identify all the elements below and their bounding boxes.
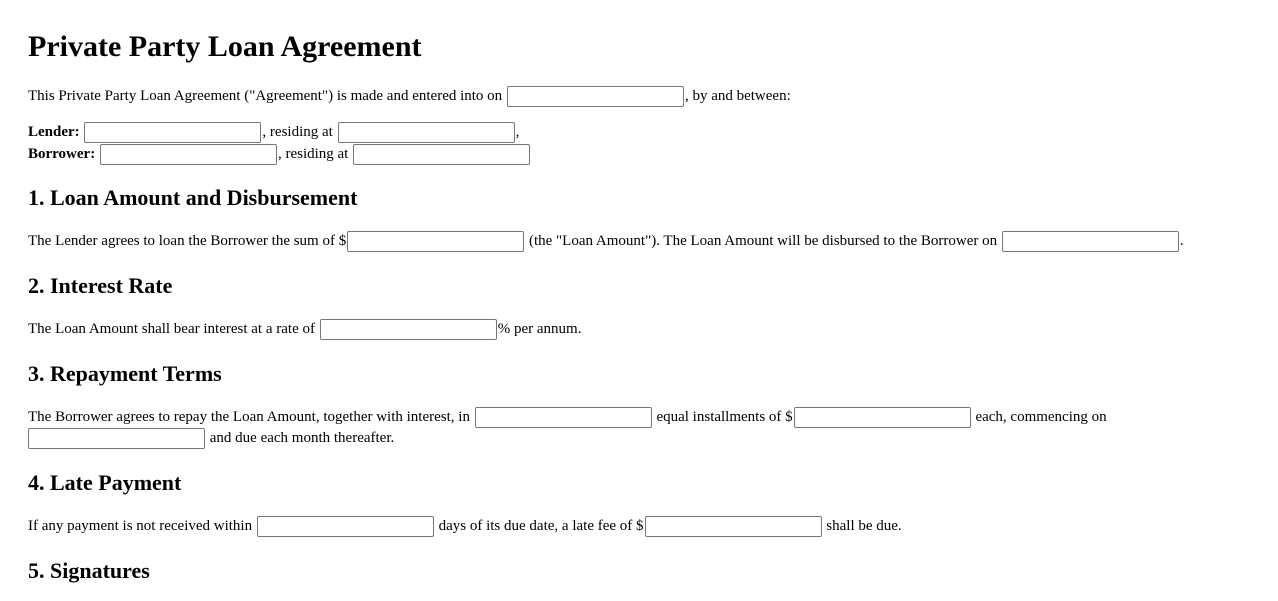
section-4-heading: 4. Late Payment bbox=[28, 470, 182, 495]
section-3-text-c: each, commencing on bbox=[975, 409, 1107, 425]
section-3-text-a: The Borrower agrees to repay the Loan Amount, together with interest, in bbox=[28, 409, 470, 425]
section-4-text-a: If any payment is not received within bbox=[28, 518, 253, 534]
section-2-text-a: The Loan Amount shall bear interest at a rate of bbox=[28, 321, 315, 337]
section-3-paragraph-line-2 bbox=[28, 428, 394, 449]
page-title: Private Party Loan Agreement bbox=[28, 30, 422, 63]
section-1-text-b: (the "Loan Amount"). The Loan Amount will be disbursed to the Borrower on bbox=[528, 233, 998, 249]
section-1-paragraph bbox=[28, 231, 1184, 252]
borrower-line bbox=[28, 144, 531, 165]
late-days-field[interactable] bbox=[257, 516, 434, 537]
intro-text-end: , by and between: bbox=[684, 88, 791, 104]
section-4-text-b: days of its due date, a late fee of $ bbox=[438, 518, 644, 534]
section-3-paragraph-line-1 bbox=[28, 407, 1107, 428]
section-3-heading: 3. Repayment Terms bbox=[28, 361, 222, 386]
section-1-heading: 1. Loan Amount and Disbursement bbox=[28, 185, 358, 210]
lender-comma: , bbox=[515, 124, 520, 140]
late-fee-field[interactable] bbox=[645, 516, 822, 537]
section-2-paragraph bbox=[28, 319, 581, 340]
borrower-label: Borrower: bbox=[28, 146, 96, 162]
section-4-text-c: shall be due. bbox=[826, 518, 902, 534]
lender-name-field[interactable] bbox=[84, 122, 261, 143]
section-4-paragraph bbox=[28, 516, 902, 537]
agreement-date-field[interactable] bbox=[507, 86, 684, 107]
borrower-address-field[interactable] bbox=[353, 144, 530, 165]
section-1-text-c: . bbox=[1179, 233, 1184, 249]
section-3-text-d: and due each month thereafter. bbox=[209, 430, 395, 446]
section-2-text-b: % per annum. bbox=[497, 321, 582, 337]
interest-rate-field[interactable] bbox=[320, 319, 497, 340]
commencement-date-field[interactable] bbox=[28, 428, 205, 449]
disbursement-date-field[interactable] bbox=[1002, 231, 1179, 252]
lender-label: Lender: bbox=[28, 124, 80, 140]
lender-line bbox=[28, 122, 519, 143]
section-3-text-b: equal installments of $ bbox=[656, 409, 793, 425]
section-1-text-a: The Lender agrees to loan the Borrower the sum of $ bbox=[28, 233, 347, 249]
intro-paragraph bbox=[28, 86, 791, 107]
lender-address-field[interactable] bbox=[338, 122, 515, 143]
installment-amount-field[interactable] bbox=[794, 407, 971, 428]
intro-text: This Private Party Loan Agreement ("Agreement") is made and entered into on bbox=[28, 88, 503, 104]
installment-count-field[interactable] bbox=[475, 407, 652, 428]
loan-amount-field[interactable] bbox=[347, 231, 524, 252]
lender-residing-label: , residing at bbox=[262, 124, 333, 140]
section-5-heading: 5. Signatures bbox=[28, 558, 150, 583]
borrower-residing-label: , residing at bbox=[277, 146, 349, 162]
borrower-name-field[interactable] bbox=[100, 144, 277, 165]
section-2-heading: 2. Interest Rate bbox=[28, 273, 173, 298]
